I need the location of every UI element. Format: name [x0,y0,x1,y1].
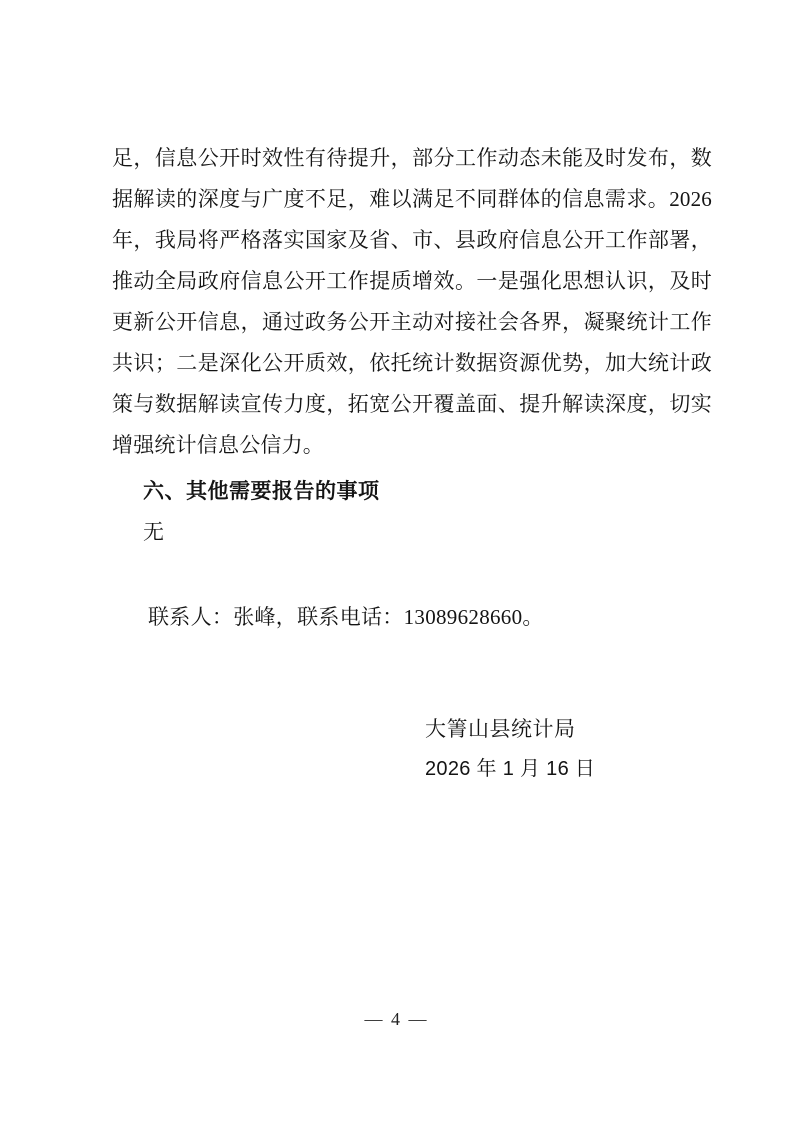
signature-date: 2026 年 1 月 16 日 [425,758,596,780]
page-number: — 4 — [364,1009,429,1029]
signature-block [112,709,712,789]
paragraph-line: 足，信息公开时效性有待提升，部分工作动态未能及时发布，数 [112,146,712,170]
contact-line: 联系人：张峰，联系电话：13089628660。 [148,605,544,629]
paragraph-line: 策与数据解读宣传力度，拓宽公开覆盖面、提升解读深度，切实 [112,392,712,416]
paragraph-line: 增强统计信息公信力。 [112,433,324,457]
paragraph-line: 共识；二是深化公开质效，依托统计数据资源优势，加大统计政 [112,351,712,375]
paragraph-line: 据解读的深度与广度不足，难以满足不同群体的信息需求。2026 [112,187,712,211]
paragraph-line: 更新公开信息，通过政务公开主动对接社会各界，凝聚统计工作 [112,310,712,334]
paragraph-line: 年，我局将严格落实国家及省、市、县政府信息公开工作部署， [112,228,712,252]
paragraph-line: 推动全局政府信息公开工作提质增效。一是强化思想认识，及时 [112,269,712,293]
body-paragraph [112,138,712,466]
signatory-org-name: 大箐山县统计局 [425,717,576,741]
section-heading: 六、其他需要报告的事项 [143,480,380,503]
document-content [112,138,712,789]
section-body-none: 无 [143,520,164,544]
